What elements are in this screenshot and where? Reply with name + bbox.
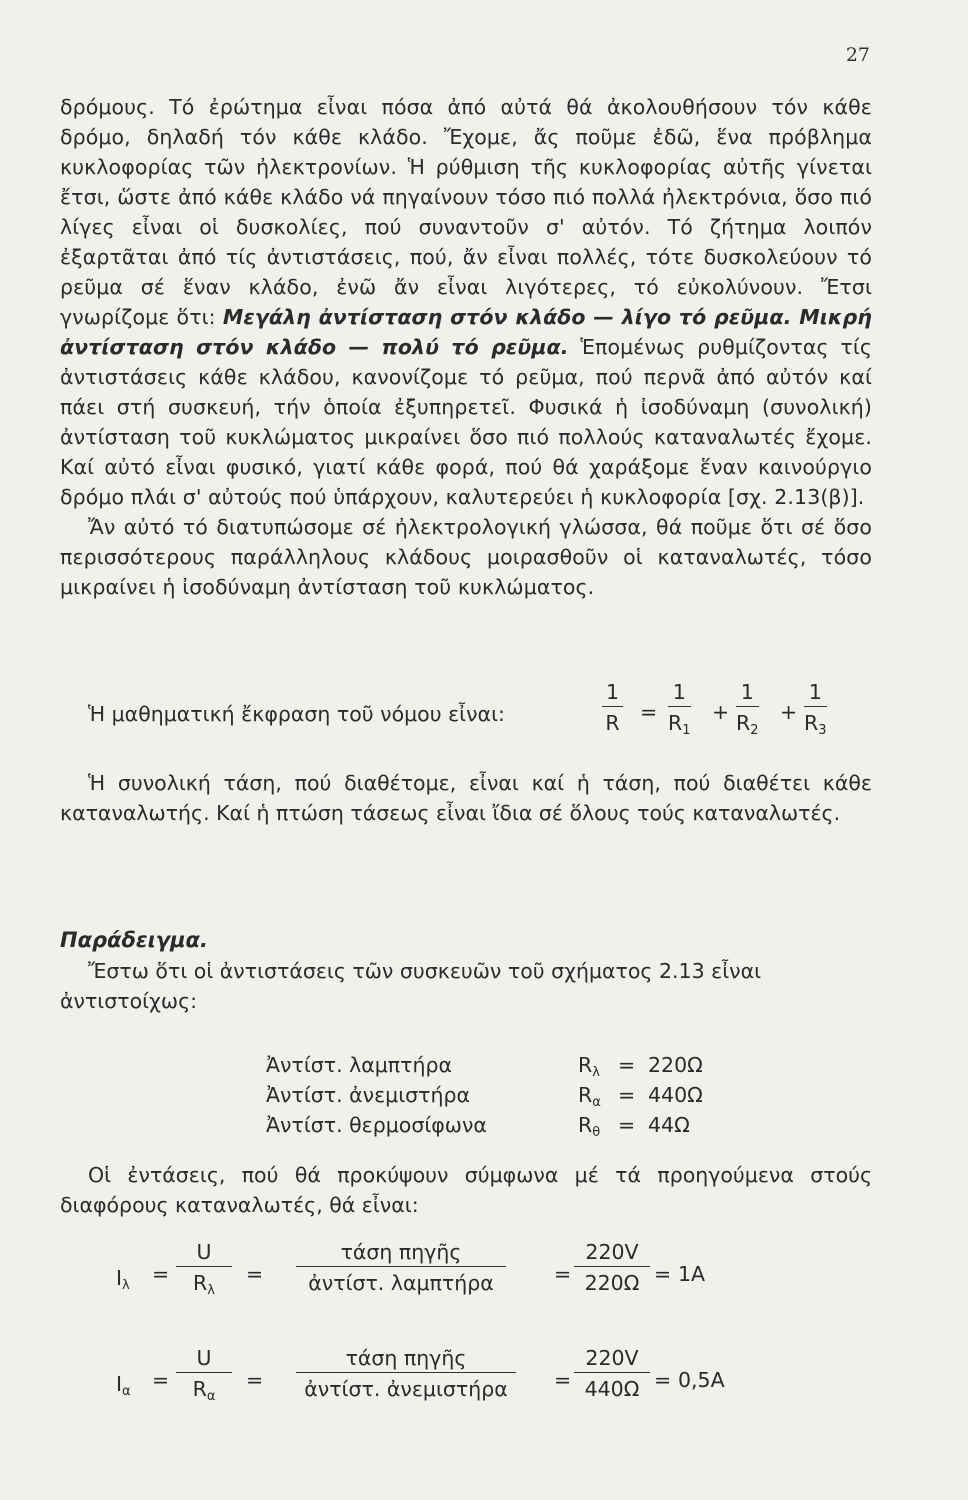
fraction-1-over-R: $\frac{1}{R}$ <box>602 680 623 735</box>
current-symbol: $I_\alpha$ <box>116 1372 131 1399</box>
resistance-row-water-heater: Ἀντίστ. θερμοσίφωνα $R_\theta$ = 44Ω <box>266 1113 690 1140</box>
plus-sign: + <box>780 700 798 724</box>
example-heading: Παράδειγμα. <box>60 928 208 952</box>
resistance-row-lamp: Ἀντίστ. λαμπτήρα $R_\lambda$ = 220Ω <box>266 1053 703 1080</box>
fraction-1-over-R3: $\frac{1}{R_3}$ <box>804 680 827 738</box>
current-calc-lamp: $I_\lambda$ = $\frac{U}{R_\lambda}$ = τάση πηγῆς ἀντίστ. λαμπτήρα = $\frac{220V}{220\Omega}$ = 1A <box>116 1240 706 1298</box>
current-calc-fan: $I_\alpha$ = $\frac{U}{R_\alpha}$ = τάση πηγῆς ἀντίστ. ἀνεμιστήρα = $\frac{220V}{440\Omega}$ = 0,5A <box>116 1346 725 1404</box>
resistance-row-fan: Ἀντίστ. ἀνεμιστήρα $R_\alpha$ = 440Ω <box>266 1083 703 1110</box>
paragraph-1-text: δρόμους. Τό ἐρώτημα εἶναι πόσα ἀπό αὐτά θά ἀκολουθήσουν τόν κάθε δρόμο, δηλαδή τόν κάθε κλάδο. Ἔχομε, ἄς ποῦμε ἐδῶ, ἕνα πρόβλημα κυκλοφορίας τῶν ἠλεκτρονίων. Ἡ ρύθμιση τῆς κυκλοφορίας αὐτῆς γίνεται ἔτσι, ὥστε ἀπό κάθε κλάδο νά πηγαίνουν τόσο πιό πολλά ἠλεκτρόνια, ὅσο πιό λίγες εἶναι οἱ δυσκολίες, πού συναντοῦν σ' αὐτόν. Τό ζήτημα λοιπόν ἐξαρτᾶται ἀπό τίς ἀντιστάσεις, πού, ἄν εἶναι πολλές, τότε δυσκολεύουν τό ρεῦμα σέ ἕναν κλάδο, ἐνῶ ἄν εἶναι λιγότερες, τό εὐκολύνουν. Ἔτσι γνωρίζομε ὅτι: <box>60 95 872 329</box>
fraction-values: $\frac{220V}{440\Omega}$ <box>574 1346 650 1401</box>
page-number: 27 <box>845 44 870 66</box>
rule-emphasis: Μεγάλη ἀντίσταση στόν κλάδο — λίγο τό ρεῦμα. Μικρή ἀντίσταση στόν κλάδο — πολύ τό ρεῦμα. <box>60 305 872 359</box>
paragraph-2: Ἄν αὐτό τό διατυπώσομε σέ ἠλεκτρολογική γλώσσα, θά ποῦμε ὅτι σέ ὅσο περισσότερους παράλληλους κλάδους μοιρασθοῦν οἱ καταναλωτές, τόσο μικραίνει ἡ ἰσοδύναμη ἀντίσταση τοῦ κυκλώματος. <box>60 515 872 599</box>
fraction-U-over-R: $\frac{U}{R_\lambda}$ <box>176 1240 232 1298</box>
parallel-resistance-formula <box>60 680 872 750</box>
paragraph-3: Ἡ συνολική τάση, πού διαθέτομε, εἶναι καί ἡ τάση, πού διαθέτει κάθε καταναλωτής. Καί ἡ πτώση τάσεως εἶναι ἴδια σέ ὅλους τούς καταναλωτές. <box>60 771 872 825</box>
example-intro: Ἔστω ὅτι οἱ ἀντιστάσεις τῶν συσκευῶν τοῦ σχήματος 2.13 εἶναι ἀντιστοίχως: <box>60 959 762 1013</box>
main-text <box>60 92 872 602</box>
currents-intro: Οἱ ἐντάσεις, πού θά προκύψουν σύμφωνα μέ τά προηγούμενα στούς διαφόρους καταναλωτές, θά εἶναι: <box>60 1163 872 1217</box>
fraction-values: $\frac{220V}{220\Omega}$ <box>574 1240 650 1295</box>
current-result: 0,5A <box>678 1368 725 1392</box>
paragraph-1 <box>60 92 872 512</box>
fraction-1-over-R1: $\frac{1}{R_1}$ <box>668 680 691 738</box>
fraction-U-over-R: $\frac{U}{R_\alpha}$ <box>176 1346 232 1404</box>
resistance-table <box>266 1050 746 1140</box>
current-symbol: $I_\lambda$ <box>116 1266 130 1293</box>
current-result: 1A <box>678 1262 706 1286</box>
fraction-1-over-R2: $\frac{1}{R_2}$ <box>736 680 759 738</box>
equals-sign: = <box>640 700 658 724</box>
fraction-words: τάση πηγῆς ἀντίστ. ἀνεμιστήρα <box>296 1346 516 1401</box>
formula-lead-text: Ἡ μαθηματική ἔκφραση τοῦ νόμου εἶναι: <box>88 702 505 726</box>
plus-sign: + <box>712 700 730 724</box>
fraction-words: τάση πηγῆς ἀντίστ. λαμπτήρα <box>296 1240 506 1295</box>
paragraph-1-tail: Ἑπομένως ρυθμίζοντας τίς ἀντιστάσεις κάθε κλάδου, κανονίζομε τό ρεῦμα, πού περνᾶ ἀπό αὐτόν καί πάει στή συσκευή, τήν ὁποία ἐξυπηρετεῖ. Φυσικά ἡ ἰσοδύναμη (συνολική) ἀντίσταση τοῦ κυκλώματος μικραίνει ὅσο πιό πολλούς καταναλωτές ἔχομε. Καί αὐτό εἶναι φυσικό, γιατί κάθε φορά, πού θά χαράξομε ἕναν καινούργιο δρόμο πλάι σ' αὐτούς πού ὑπάρχουν, καλυτερεύει ἡ κυκλοφορία [σχ. 2.13(β)]. <box>60 335 873 509</box>
